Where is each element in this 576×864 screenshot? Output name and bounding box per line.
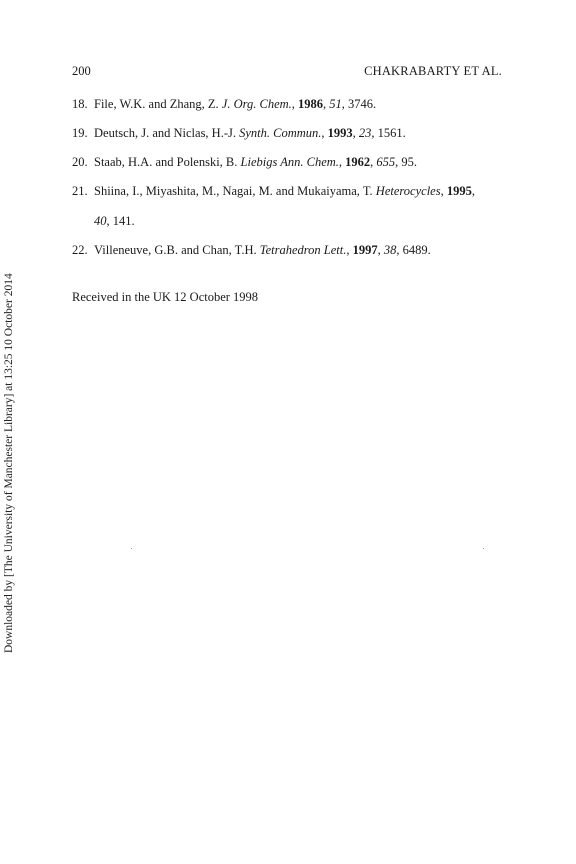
reference-authors: Shiina, I., Miyashita, M., Nagai, M. and Mukaiyama, T. xyxy=(94,184,373,198)
reference-20: 20. Staab, H.A. and Polenski, B. Liebigs Ann. Chem., 1962, 655, 95. xyxy=(72,155,418,169)
reference-18: 18. File, W.K. and Zhang, Z. J. Org. Chem., 1986, 51, 3746. xyxy=(72,97,377,111)
reference-pages: 141. xyxy=(112,214,135,228)
running-head: CHAKRABARTY ET AL. xyxy=(364,64,502,78)
reference-year: 1995 xyxy=(446,184,472,198)
reference-number: 21. xyxy=(72,184,88,198)
reference-volume: 655 xyxy=(376,155,396,169)
reference-volume: 51 xyxy=(329,97,342,111)
reference-year: 1993 xyxy=(327,126,353,140)
reference-pages: 6489. xyxy=(402,243,431,257)
reference-number: 22. xyxy=(72,243,88,257)
reference-pages: 1561. xyxy=(377,126,406,140)
scan-speck xyxy=(131,548,132,549)
reference-journal: Liebigs Ann. Chem. xyxy=(240,155,339,169)
reference-volume: 38 xyxy=(383,243,397,257)
reference-volume: 23 xyxy=(358,126,372,140)
reference-authors: File, W.K. and Zhang, Z. xyxy=(94,97,219,111)
reference-pages: 95. xyxy=(401,155,418,169)
reference-22: 22. Villeneuve, G.B. and Chan, T.H. Tetrahedron Lett., 1997, 38, 6489. xyxy=(72,243,431,257)
reference-authors: Villeneuve, G.B. and Chan, T.H. xyxy=(94,243,257,257)
reference-year: 1962 xyxy=(345,155,371,169)
reference-list xyxy=(72,96,504,258)
reference-number: 18. xyxy=(72,97,88,111)
reference-21: 21. Shiina, I., Miyashita, M., Nagai, M. and Mukaiyama, T. Heterocycles, 1995, 40, 141. xyxy=(72,183,504,229)
reference-journal: Synth. Commun. xyxy=(239,126,322,140)
reference-number: 20. xyxy=(72,155,88,169)
reference-year: 1997 xyxy=(352,243,378,257)
reference-19: 19. Deutsch, J. and Niclas, H.-J. Synth. Commun., 1993, 23, 1561. xyxy=(72,126,406,140)
reference-authors: Staab, H.A. and Polenski, B. xyxy=(94,155,238,169)
reference-continuation: 40, 141. xyxy=(94,214,135,228)
reference-volume: 40 xyxy=(94,214,107,228)
reference-journal: Tetrahedron Lett. xyxy=(259,243,347,257)
download-watermark: Downloaded by [The University of Manchester Library] at 13:25 10 October 2014 xyxy=(3,273,15,653)
reference-authors: Deutsch, J. and Niclas, H.-J. xyxy=(94,126,236,140)
reference-journal: Heterocycles xyxy=(375,184,441,198)
reference-number: 19. xyxy=(72,126,88,140)
page-number: 200 xyxy=(72,64,91,78)
reference-pages: 3746. xyxy=(348,97,377,111)
received-date: Received in the UK 12 October 1998 xyxy=(72,290,259,304)
reference-year: 1986 xyxy=(298,97,324,111)
reference-journal: J. Org. Chem. xyxy=(221,97,292,111)
scan-speck xyxy=(483,548,484,549)
